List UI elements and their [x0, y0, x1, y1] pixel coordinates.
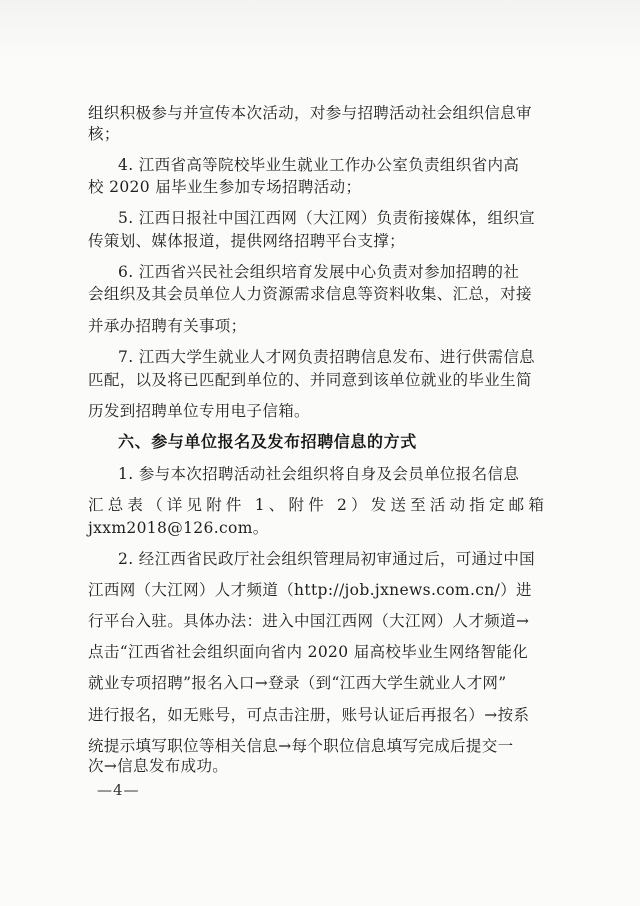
paragraph-line: 行平台入驻。具体办法：进入中国江西网（大江网）人才频道→	[88, 612, 530, 630]
paragraph-line: 江西网（大江网）人才频道（http://job.jxnews.com.cn/）进	[88, 581, 532, 599]
paragraph-line: 就业专项招聘”报名入口→登录（到“江西大学生就业人才网”	[88, 674, 507, 692]
paragraph-line: 6. 江西省兴民社会组织培育发展中心负责对参加招聘的社	[118, 263, 520, 281]
page-number: —4—	[97, 781, 140, 799]
paragraph-line: 历发到招聘单位专用电子信箱。	[88, 402, 310, 420]
section-heading: 六、参与单位报名及发布招聘信息的方式	[118, 432, 417, 451]
paragraph-line: 传策划、媒体报道，提供网络招聘平台支撑；	[88, 232, 406, 250]
paragraph-line: 5. 江西日报社中国江西网（大江网）负责衔接媒体，组织宣	[118, 209, 536, 227]
paragraph-line: 4. 江西省高等院校毕业生就业工作办公室负责组织省内高	[118, 156, 520, 174]
page-top-shading	[0, 0, 640, 60]
paragraph-line: 7. 江西大学生就业人才网负责招聘信息发布、进行供需信息	[118, 348, 536, 366]
paragraph-line: 组织积极参与并宣传本次活动，对参与招聘活动社会组织信息审	[88, 104, 532, 122]
email-line: jxxm2018@126.com。	[88, 519, 269, 537]
paragraph-line: 1. 参与本次招聘活动社会组织将自身及会员单位报名信息	[118, 465, 520, 483]
paragraph-line: 并承办招聘有关事项；	[88, 317, 247, 335]
paragraph-line: 汇总表（详见附件 1、附件 2）发送至活动指定邮箱	[88, 496, 549, 514]
paragraph-line: 匹配，以及将已匹配到单位的、并同意到该单位就业的毕业生简	[88, 371, 532, 389]
paragraph-line: 点击“江西省社会组织面向省内 2020 届高校毕业生网络智能化	[88, 643, 529, 661]
paragraph-line: 核；	[88, 125, 120, 143]
paragraph-line: 统提示填写职位等相关信息→每个职位信息填写完成后提交一	[88, 737, 514, 755]
paragraph-line: 进行报名，如无账号，可点击注册，账号认证后再报名）→按系	[88, 706, 530, 724]
paragraph-line: 校 2020 届毕业生参加专场招聘活动；	[88, 178, 362, 196]
paragraph-line: 次→信息发布成功。	[88, 757, 229, 775]
paragraph-line: 会组织及其会员单位人力资源需求信息等资料收集、汇总，对接	[88, 285, 532, 303]
paragraph-line: 2. 经江西省民政厅社会组织管理局初审通过后，可通过中国	[118, 550, 536, 568]
